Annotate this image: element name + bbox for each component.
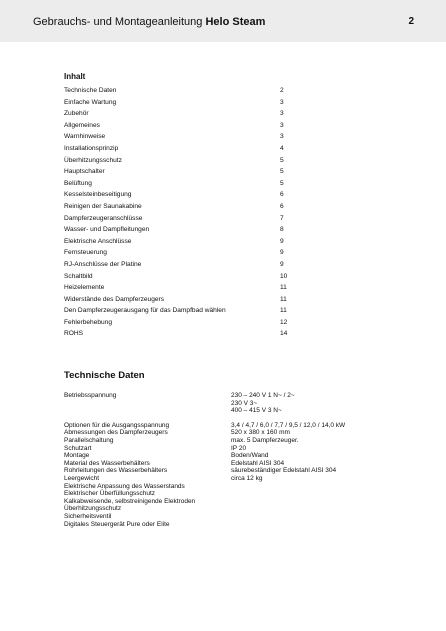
- spec-row: [64, 445, 394, 453]
- toc-entry-label: RJ-Anschlüsse der Platine: [64, 260, 142, 268]
- toc-entry-label: Schaltbild: [64, 272, 93, 280]
- toc-entry[interactable]: [64, 237, 290, 249]
- spec-value: 3,4 / 4,7 / 6,0 / 7,7 / 9,5 / 12,0 / 14,0 kW: [231, 421, 346, 429]
- toc-entry-page: 9: [280, 237, 284, 245]
- technical-data-block: [64, 392, 394, 528]
- toc-entry-label: Den Dampferzeugerausgang für das Dampfbad wählen: [64, 307, 226, 315]
- toc-entry[interactable]: [64, 318, 290, 330]
- toc-entry-page: 3: [280, 133, 284, 141]
- spec-label: Rohrleitungen des Wasserbehälters: [64, 467, 168, 475]
- toc-entry[interactable]: [64, 329, 290, 341]
- toc-entry-page: 9: [280, 260, 284, 268]
- spec-value: 520 x 380 x 160 mm: [231, 429, 290, 437]
- toc-entry[interactable]: [64, 179, 290, 191]
- toc-entry-page: 11: [280, 284, 287, 292]
- toc-entry-page: 7: [280, 214, 284, 222]
- spec-label: Schutzart: [64, 444, 92, 452]
- toc-entry-label: Zubehör: [64, 110, 89, 118]
- toc-entry-page: 9: [280, 249, 284, 257]
- spec-label: Parallelschaltung: [64, 436, 114, 444]
- spec-row: [64, 505, 394, 513]
- toc-entry-label: Kesselsteinbeseitigung: [64, 191, 132, 199]
- spec-value: IP 20: [231, 444, 247, 452]
- document-title-product: Helo Steam: [205, 16, 266, 28]
- toc-entry[interactable]: [64, 109, 290, 121]
- toc-entry[interactable]: [64, 98, 290, 110]
- toc-entry-label: Fernsteuerung: [64, 249, 107, 257]
- document-title: [33, 16, 265, 28]
- spec-row: [64, 513, 394, 521]
- spec-row-supply: [64, 392, 394, 415]
- toc-entry[interactable]: [64, 248, 290, 260]
- toc-entry-page: 5: [280, 179, 284, 187]
- toc-entry-label: Fehlerbehebung: [64, 318, 113, 326]
- toc-entry[interactable]: [64, 156, 290, 168]
- spec-label: Sicherheitsventil: [64, 512, 112, 520]
- toc-entry-page: 12: [280, 318, 288, 326]
- toc-entry-page: 5: [280, 156, 284, 164]
- toc-entry-page: 11: [280, 307, 287, 315]
- toc-entry-page: 4: [280, 144, 284, 152]
- spec-label: Montage: [64, 452, 90, 460]
- spec-label: Material des Wasserbehälters: [64, 459, 150, 467]
- spec-row: [64, 475, 394, 483]
- spec-row: [64, 521, 394, 529]
- spec-value: max. 5 Dampferzeuger.: [231, 436, 299, 444]
- spec-value: circa 12 kg: [231, 474, 263, 482]
- spec-value: säurebeständiger Edelstahl AISI 304: [231, 467, 337, 475]
- toc-entry[interactable]: [64, 225, 290, 237]
- toc-entry[interactable]: [64, 167, 290, 179]
- toc-entry-label: Einfache Wartung: [64, 98, 117, 106]
- toc-entry-label: Dampferzeugeranschlüsse: [64, 214, 143, 222]
- toc-entry[interactable]: [64, 260, 290, 272]
- spec-row: [64, 429, 394, 437]
- toc-entry[interactable]: [64, 132, 290, 144]
- toc-entry[interactable]: [64, 214, 290, 226]
- toc-entry[interactable]: [64, 144, 290, 156]
- table-of-contents: [64, 86, 290, 341]
- spec-value: [231, 392, 295, 415]
- toc-entry-label: Elektrische Anschlüsse: [64, 237, 132, 245]
- toc-entry[interactable]: [64, 306, 290, 318]
- toc-entry-page: 6: [280, 202, 284, 210]
- toc-entry-label: Allgemeines: [64, 121, 100, 129]
- toc-entry-page: 14: [280, 330, 288, 338]
- spec-label: Digitales Steuergerät Pure oder Elite: [64, 520, 170, 528]
- toc-entry-label: Heizelemente: [64, 284, 105, 292]
- spec-value: Boden/Wand: [231, 452, 269, 460]
- spec-label: Abmessungen des Dampferzeugers: [64, 429, 168, 437]
- toc-entry[interactable]: [64, 272, 290, 284]
- spec-row: [64, 460, 394, 468]
- toc-entry-page: 10: [280, 272, 288, 280]
- spec-row: [64, 452, 394, 460]
- toc-entry-page: 3: [280, 98, 284, 106]
- toc-entry-label: ROHS: [64, 330, 84, 338]
- toc-entry[interactable]: [64, 121, 290, 133]
- toc-entry-label: Warnhinweise: [64, 133, 106, 141]
- toc-entry-page: 8: [280, 226, 284, 234]
- spacer: [64, 415, 394, 422]
- toc-entry[interactable]: [64, 202, 290, 214]
- toc-entry-page: 6: [280, 191, 284, 199]
- toc-entry-label: Hauptschalter: [64, 168, 105, 176]
- spec-row: [64, 467, 394, 475]
- toc-entry-label: Installationsprinzip: [64, 144, 119, 152]
- toc-entry-label: Reinigen der Saunakabine: [64, 202, 142, 210]
- toc-entry-page: 2: [280, 87, 284, 94]
- toc-entry[interactable]: [64, 190, 290, 202]
- spec-row: [64, 437, 394, 445]
- supply-value: 230 – 240 V 1 N~ / 2~: [231, 392, 295, 399]
- spec-label: Überhitzungsschutz: [64, 505, 122, 513]
- spec-row: [64, 490, 394, 498]
- document-title-prefix: Gebrauchs- und Montageanleitung: [33, 16, 203, 28]
- toc-entry[interactable]: [64, 295, 290, 307]
- spec-label: Optionen für die Ausgangsspannung: [64, 421, 170, 429]
- spec-label: Kalkabweisende, selbstreinigende Elektroden: [64, 497, 196, 505]
- section-heading-technical-data: Technische Daten: [64, 370, 145, 381]
- toc-entry-page: 3: [280, 110, 284, 118]
- spec-label: Betriebsspannung: [64, 392, 117, 399]
- spec-row: [64, 422, 394, 430]
- spec-rows: [64, 422, 394, 528]
- toc-entry-page: 11: [280, 295, 287, 303]
- toc-entry[interactable]: [64, 283, 290, 295]
- spec-value: Edelstahl AISI 304: [231, 459, 285, 467]
- toc-entry-label: Technische Daten: [64, 87, 117, 94]
- page-number: 2: [408, 16, 414, 27]
- spec-row: [64, 483, 394, 491]
- toc-entry[interactable]: [64, 86, 290, 98]
- supply-value: 400 – 415 V 3 N~: [231, 407, 282, 415]
- toc-heading: Inhalt: [64, 72, 86, 81]
- toc-entry-page: 3: [280, 121, 284, 129]
- toc-entry-label: Belüftung: [64, 179, 92, 187]
- page-header: [0, 0, 446, 42]
- toc-entry-page: 5: [280, 168, 284, 176]
- toc-entry-label: Widerstände des Dampferzeugers: [64, 295, 165, 303]
- spec-label: Elektrischer Überfüllungsschutz: [64, 490, 156, 498]
- spec-label: Elektrische Anpassung des Wasserstands: [64, 482, 185, 490]
- supply-value: 230 V 3~: [231, 399, 258, 407]
- toc-entry-label: Wasser- und Dampfleitungen: [64, 226, 150, 234]
- spec-label: Leergewicht: [64, 474, 100, 482]
- toc-entry-label: Überhitzungsschutz: [64, 156, 122, 164]
